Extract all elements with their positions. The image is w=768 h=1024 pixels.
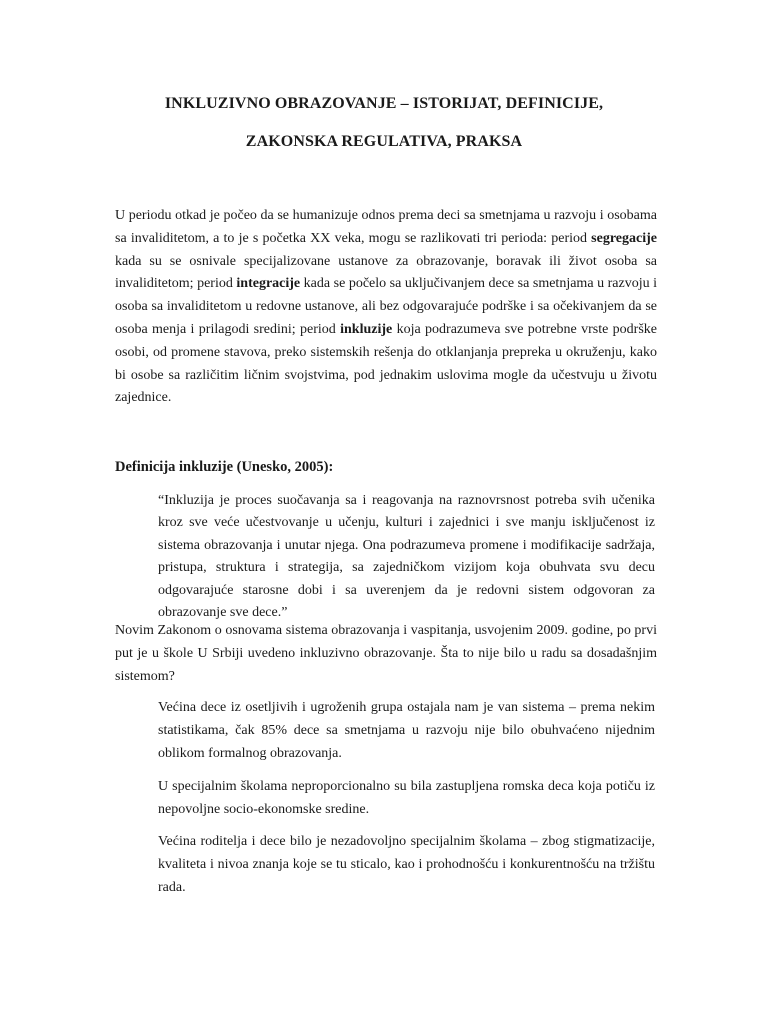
intro-text-4: koja podrazumeva sve potrebne vrste podrške osobi, od promene stavova, preko sistemskih rešenja do otklanjanja prepreka u okruženju, kako bi osobe sa različitim ličnim svojstvima, pod jednakim uslovima mogle da učestvuju u životu zajednice.	[115, 321, 657, 406]
document-title-line-2: ZAKONSKA REGULATIVA, PRAKSA	[245, 133, 523, 150]
intro-text-1: U periodu otkad je počeo da se humanizuje odnos prema deci sa smetnjama u razvoju i osobama sa invaliditetom, a to je s početka XX veka, mogu se razlikovati tri perioda: period	[115, 208, 657, 246]
definition-heading: Definicija inkluzije (Unesko, 2005):	[115, 459, 334, 475]
point-paragraph-1: Većina dece iz osetljivih i ugroženih grupa ostajala nam je van sistema – prema nekim statistikama, čak 85% dece sa smetnjama u razvoju nije bilo obuhvaćeno nijednim oblikom formalnog obrazovanja.	[158, 700, 655, 761]
document-title-line-1: INKLUZIVNO OBRAZOVANJE – ISTORIJAT, DEFINICIJE,	[164, 95, 604, 112]
definition-quote: “Inkluzija je proces suočavanja sa i reagovanja na raznovrsnost potreba svih učenika kroz sve veće učestvovanje u učenju, kulturi i zajednici i sve manju isključenost iz sistema obrazovanja i unutar njega. Ona podrazumeva promene i modifikacije sadržaja, pristupa, struktura i strategija, sa zajedničkom vizijom koja obuhvata svu decu odgovarajuće starosne dobi i sa uverenjem da je redovni sistem odgovoran za obrazovanje sve dece.”	[158, 493, 655, 621]
intro-paragraph	[115, 205, 657, 410]
law-paragraph: Novim Zakonom o osnovama sistema obrazovanja i vaspitanja, usvojenim 2009. godine, po prvi put je u škole U Srbiji uvedeno inkluzivno obrazovanje. Šta to nije bilo u radu sa dosadašnjim sistemom?	[115, 623, 657, 684]
intro-bold-segregation: segregacije	[591, 230, 657, 246]
intro-text-3: kada se počelo sa uključivanjem dece sa smetnjama u razvoju i osoba sa invaliditetom u redovne ustanove, ali bez odgovarajuće podrške i sa očekivanjem da se osoba menja i prilagodi sredini; period	[115, 276, 658, 337]
point-paragraph-3: Većina roditelja i dece bilo je nezadovoljno specijalnim školama – zbog stigmatizacije, kvaliteta i nivoa znanja koje se tu sticalo, kao i prohodnošću i konkurentnošću na tržištu rada.	[158, 834, 655, 895]
intro-text-2: kada su se osnivale specijalizovane ustanove za obrazovanje, boravak ili život osoba sa invaliditetom; period	[115, 253, 657, 292]
intro-bold-integration: integracije	[236, 276, 301, 292]
point-paragraph-2: U specijalnim školama neproporcionalno su bila zastupljena romska deca koja potiču iz nepovoljne socio-ekonomske sredine.	[158, 779, 655, 817]
intro-bold-inclusion: inkluzije	[340, 321, 393, 337]
